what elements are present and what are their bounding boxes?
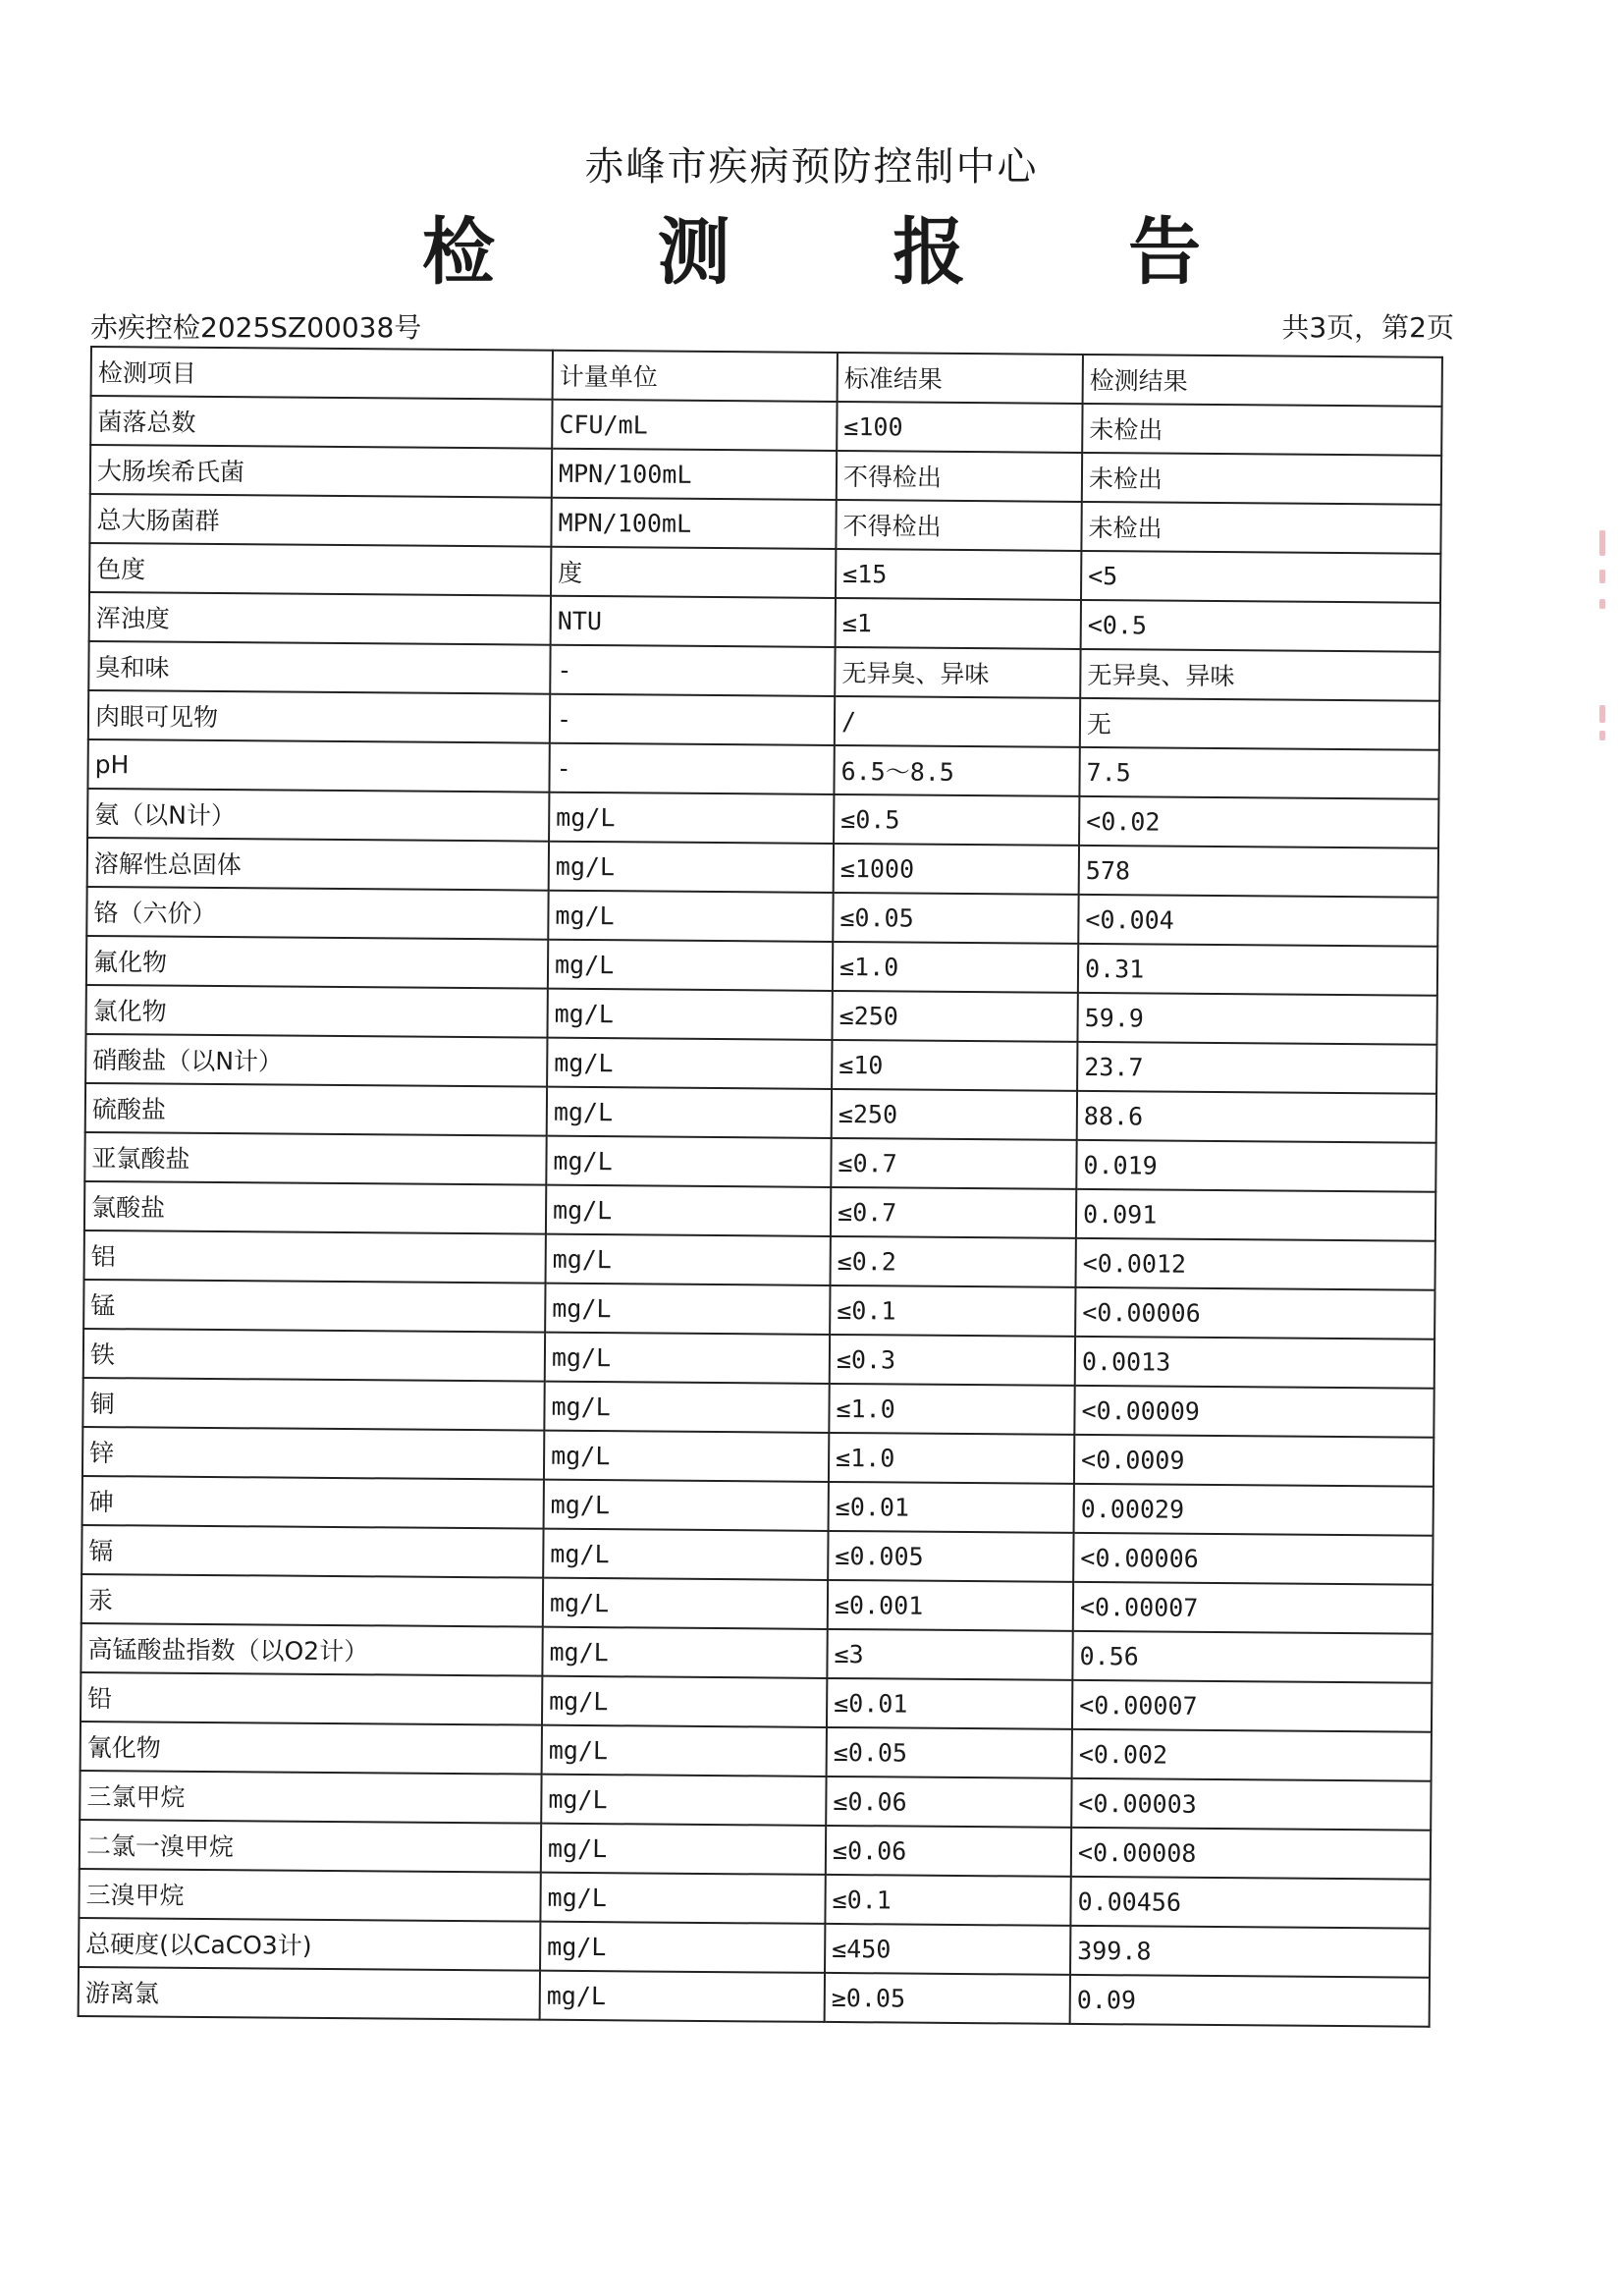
row-standard-cell: ≤1.0 [829,1384,1074,1435]
row-result-cell: 0.31 [1078,944,1437,996]
row-unit-cell: mg/L [546,1185,831,1236]
row-item-cell: pH [87,739,549,793]
row-standard-cell: ≤0.06 [826,1777,1071,1828]
row-result-cell: <5 [1081,551,1440,603]
row-item-cell: 二氯一溴甲烷 [80,1820,541,1873]
row-item-cell: 总大肠菌群 [89,494,551,547]
row-result-cell: 0.00029 [1074,1484,1434,1536]
row-result-cell: <0.0009 [1074,1435,1434,1487]
row-unit-cell: mg/L [547,989,832,1040]
table-row [79,1967,1430,2027]
row-result-cell: 0.0013 [1075,1337,1434,1389]
row-standard-cell: ≤0.05 [833,893,1078,944]
row-unit-cell: mg/L [547,1038,832,1089]
column-header-unit: 计量单位 [553,351,838,402]
row-standard-cell: ≤0.7 [831,1187,1076,1238]
row-standard-cell: ≤0.005 [828,1531,1073,1582]
row-result-cell: 88.6 [1077,1091,1436,1143]
row-result-cell: 578 [1079,846,1438,898]
stamp-edge-mark [1599,530,1605,556]
row-result-cell: <0.00008 [1071,1828,1431,1880]
row-unit-cell: - [549,743,834,794]
row-standard-cell: ≤0.05 [827,1727,1072,1778]
row-result-cell: 59.9 [1077,993,1436,1045]
stamp-edge-mark [1599,731,1605,740]
test-results-table [78,346,1443,2028]
row-unit-cell: mg/L [542,1627,827,1678]
row-unit-cell: mg/L [541,1775,826,1826]
row-standard-cell: 不得检出 [837,451,1082,502]
row-unit-cell: MPN/100mL [551,498,836,549]
row-result-cell: <0.00003 [1071,1778,1431,1831]
row-standard-cell: ≤3 [827,1629,1072,1680]
stamp-edge-mark [1599,705,1605,723]
row-unit-cell: mg/L [545,1333,830,1384]
row-result-cell: <0.02 [1079,796,1438,848]
row-unit-cell: mg/L [542,1676,827,1727]
row-item-cell: 氟化物 [86,936,548,989]
row-item-cell: 高锰酸盐指数（以O2计） [81,1623,542,1676]
row-item-cell: 浑浊度 [89,592,551,645]
row-result-cell: <0.00006 [1075,1287,1434,1339]
row-unit-cell: mg/L [543,1529,828,1580]
row-result-cell: 0.019 [1076,1140,1435,1192]
row-unit-cell: mg/L [543,1578,828,1629]
row-unit-cell: mg/L [548,891,833,942]
row-result-cell: <0.00009 [1074,1386,1434,1438]
row-result-cell: 未检出 [1082,404,1441,456]
row-standard-cell: ≤250 [832,1089,1077,1140]
row-result-cell: <0.002 [1072,1729,1432,1781]
row-result-cell: 未检出 [1081,502,1440,554]
row-item-cell: 铅 [81,1672,542,1725]
row-standard-cell: ≤0.3 [830,1335,1075,1386]
row-item-cell: 汞 [81,1574,543,1627]
row-result-cell: <0.5 [1081,600,1440,652]
row-standard-cell: ≤100 [837,402,1082,453]
row-result-cell: 无异臭、异味 [1080,649,1439,701]
row-unit-cell: mg/L [540,1922,825,1973]
stamp-edge-mark [1599,570,1605,583]
row-item-cell: 铜 [82,1378,544,1431]
row-standard-cell: ≤0.001 [828,1580,1073,1631]
stamp-edge-mark [1599,599,1605,609]
row-item-cell: 铬（六价） [86,887,548,940]
row-unit-cell: mg/L [549,793,834,844]
row-item-cell: 铝 [84,1230,546,1284]
row-standard-cell: 无异臭、异味 [835,647,1080,698]
row-item-cell: 亚氯酸盐 [84,1132,546,1185]
row-result-cell: 0.56 [1072,1631,1432,1683]
row-unit-cell: CFU/mL [552,400,837,451]
row-item-cell: 色度 [89,543,551,596]
row-result-cell: 0.091 [1076,1189,1435,1241]
row-item-cell: 铁 [83,1329,545,1382]
row-standard-cell: 6.5～8.5 [834,745,1079,796]
row-unit-cell: 度 [551,547,836,598]
row-unit-cell: mg/L [544,1431,829,1482]
row-item-cell: 游离氯 [79,1967,540,2020]
row-unit-cell: mg/L [545,1284,830,1335]
row-unit-cell: - [550,694,835,745]
row-standard-cell: ≤0.1 [830,1285,1075,1337]
row-result-cell: 0.09 [1070,1975,1430,2027]
row-result-cell: <0.00007 [1072,1680,1432,1732]
row-standard-cell: ≤10 [832,1040,1077,1091]
row-unit-cell: NTU [551,596,836,647]
row-item-cell: 菌落总数 [90,396,552,449]
row-result-cell: <0.00007 [1073,1582,1433,1634]
row-unit-cell: mg/L [546,1136,831,1187]
row-item-cell: 氰化物 [81,1722,542,1775]
row-item-cell: 砷 [82,1476,544,1529]
row-standard-cell: ≤0.5 [834,794,1079,846]
row-unit-cell: mg/L [541,1824,826,1875]
row-item-cell: 锌 [82,1427,544,1480]
row-unit-cell: mg/L [544,1382,829,1433]
row-result-cell: 无 [1080,698,1439,750]
row-standard-cell: / [835,696,1080,747]
row-standard-cell: ≤0.01 [827,1678,1072,1729]
row-item-cell: 三溴甲烷 [79,1869,540,1922]
report-title: 检 测 报 告 [421,210,1271,295]
row-unit-cell: mg/L [542,1725,827,1777]
row-result-cell: 未检出 [1082,453,1441,505]
row-standard-cell: ≤1.0 [833,942,1078,993]
row-item-cell: 氨（以N计） [87,789,549,842]
row-standard-cell: 不得检出 [836,500,1081,551]
row-standard-cell: ≤15 [836,549,1081,600]
row-result-cell: 0.00456 [1070,1877,1430,1929]
row-standard-cell: ≤1.0 [829,1433,1074,1484]
row-item-cell: 大肠埃希氏菌 [90,445,552,498]
page-info: 共3页，第2页 [1281,311,1454,344]
row-item-cell: 总硬度(以CaCO3计) [79,1918,540,1971]
row-unit-cell: - [550,645,835,696]
row-item-cell: 氯酸盐 [84,1181,546,1234]
row-standard-cell: ≤0.01 [829,1482,1074,1533]
row-item-cell: 臭和味 [88,641,550,694]
report-number: 赤疾控检2025SZ00038号 [90,311,422,344]
row-unit-cell: mg/L [544,1480,829,1531]
row-unit-cell: mg/L [549,842,834,893]
row-unit-cell: mg/L [540,1971,825,2022]
row-result-cell: <0.004 [1078,895,1437,947]
row-standard-cell: ≤0.1 [825,1875,1070,1926]
row-item-cell: 锰 [83,1280,545,1333]
column-header-standard: 标准结果 [838,353,1083,404]
row-unit-cell: mg/L [547,1087,832,1138]
row-result-cell: 7.5 [1079,747,1438,799]
row-standard-cell: ≤250 [832,991,1077,1042]
row-unit-cell: mg/L [546,1234,831,1285]
organization-name: 赤峰市疾病预防控制中心 [584,144,1039,190]
table-body [79,396,1442,2027]
row-standard-cell: ≤0.7 [831,1138,1076,1189]
row-standard-cell: ≤0.06 [826,1826,1071,1877]
row-item-cell: 溶解性总固体 [87,838,549,891]
row-unit-cell: MPN/100mL [552,449,837,500]
row-standard-cell: ≤0.2 [831,1236,1076,1287]
row-item-cell: 三氯甲烷 [80,1771,541,1824]
row-item-cell: 硝酸盐（以N计） [85,1034,547,1087]
row-item-cell: 氯化物 [85,985,547,1038]
row-unit-cell: mg/L [540,1873,825,1924]
row-item-cell: 硫酸盐 [85,1083,547,1136]
column-header-item: 检测项目 [91,347,553,400]
row-item-cell: 肉眼可见物 [88,690,550,743]
row-unit-cell: mg/L [548,940,833,991]
row-result-cell: 399.8 [1070,1926,1430,1978]
row-result-cell: <0.0012 [1075,1238,1434,1290]
row-standard-cell: ≥0.05 [825,1973,1070,2024]
column-header-result: 检测结果 [1083,355,1442,407]
row-standard-cell: ≤1 [836,598,1081,649]
row-standard-cell: ≤450 [825,1924,1070,1975]
row-item-cell: 镉 [81,1525,543,1578]
row-standard-cell: ≤1000 [834,844,1079,895]
row-result-cell: 23.7 [1077,1042,1436,1094]
row-result-cell: <0.00006 [1073,1533,1433,1585]
